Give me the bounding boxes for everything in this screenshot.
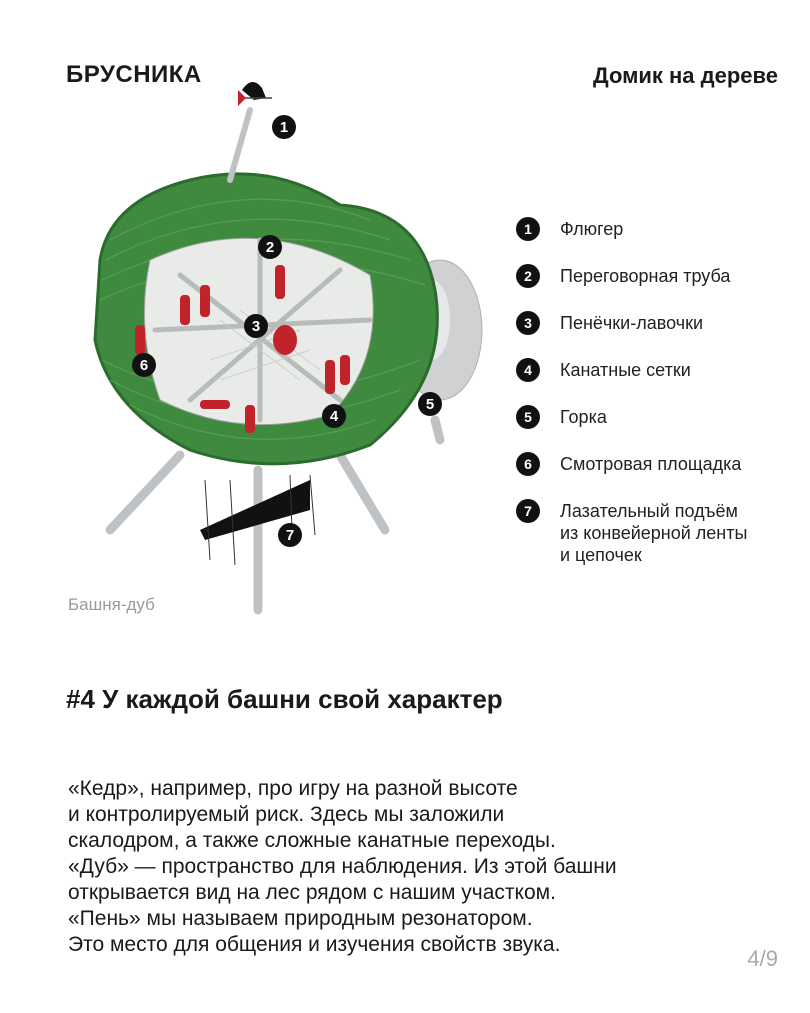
legend-item — [516, 265, 796, 288]
number-badge: 2 — [516, 264, 540, 288]
svg-text:1: 1 — [279, 119, 289, 136]
number-badge: 1 — [516, 217, 540, 241]
svg-text:4: 4 — [329, 408, 339, 425]
legend-label: Лазательный подъём из конвейерной ленты и цепочек — [560, 501, 748, 565]
legend-item — [516, 500, 796, 566]
legend-label: Смотровая площадка — [560, 454, 742, 474]
svg-text:3: 3 — [251, 318, 261, 335]
number-badge: 7 — [516, 499, 540, 523]
legend-item — [516, 218, 796, 241]
svg-text:7: 7 — [285, 527, 295, 544]
legend-list — [516, 218, 796, 590]
number-badge: 3 — [516, 311, 540, 335]
brand-logo: БРУСНИКА — [66, 61, 202, 88]
section-heading: #4 У каждой башни свой характер — [66, 684, 503, 714]
legend-label: Переговорная труба — [560, 266, 731, 286]
number-badge: 5 — [516, 405, 540, 429]
illustration-caption: Башня-дуб — [68, 595, 155, 614]
legend-label: Флюгер — [560, 219, 624, 239]
legend-item — [516, 359, 796, 382]
legend-label: Горка — [560, 407, 607, 427]
number-badge: 4 — [516, 358, 540, 382]
svg-text:5: 5 — [425, 396, 435, 413]
legend-item — [516, 312, 796, 335]
legend-item — [516, 406, 796, 429]
body-paragraph: «Кедр», например, про игру на разной высоте и контролируемый риск. Здесь мы заложили скалодром, а также сложные канатные переходы. «Дуб» — пространство для наблюдения. Из этой башни открывается вид на лес рядом с нашим участком. «Пень» мы называем природным резонатором. Это место для общения и изучения свойств звука. — [68, 777, 617, 956]
tree-house-illustration — [40, 60, 510, 620]
svg-text:2: 2 — [265, 239, 275, 256]
number-badge: 6 — [516, 452, 540, 476]
legend-label: Пенёчки-лавочки — [560, 313, 703, 333]
page-number: 4/9 — [747, 946, 778, 971]
legend-item — [516, 453, 796, 476]
svg-text:6: 6 — [139, 357, 149, 374]
legend-label: Канатные сетки — [560, 360, 691, 380]
document-title: Домик на дереве — [593, 63, 778, 88]
